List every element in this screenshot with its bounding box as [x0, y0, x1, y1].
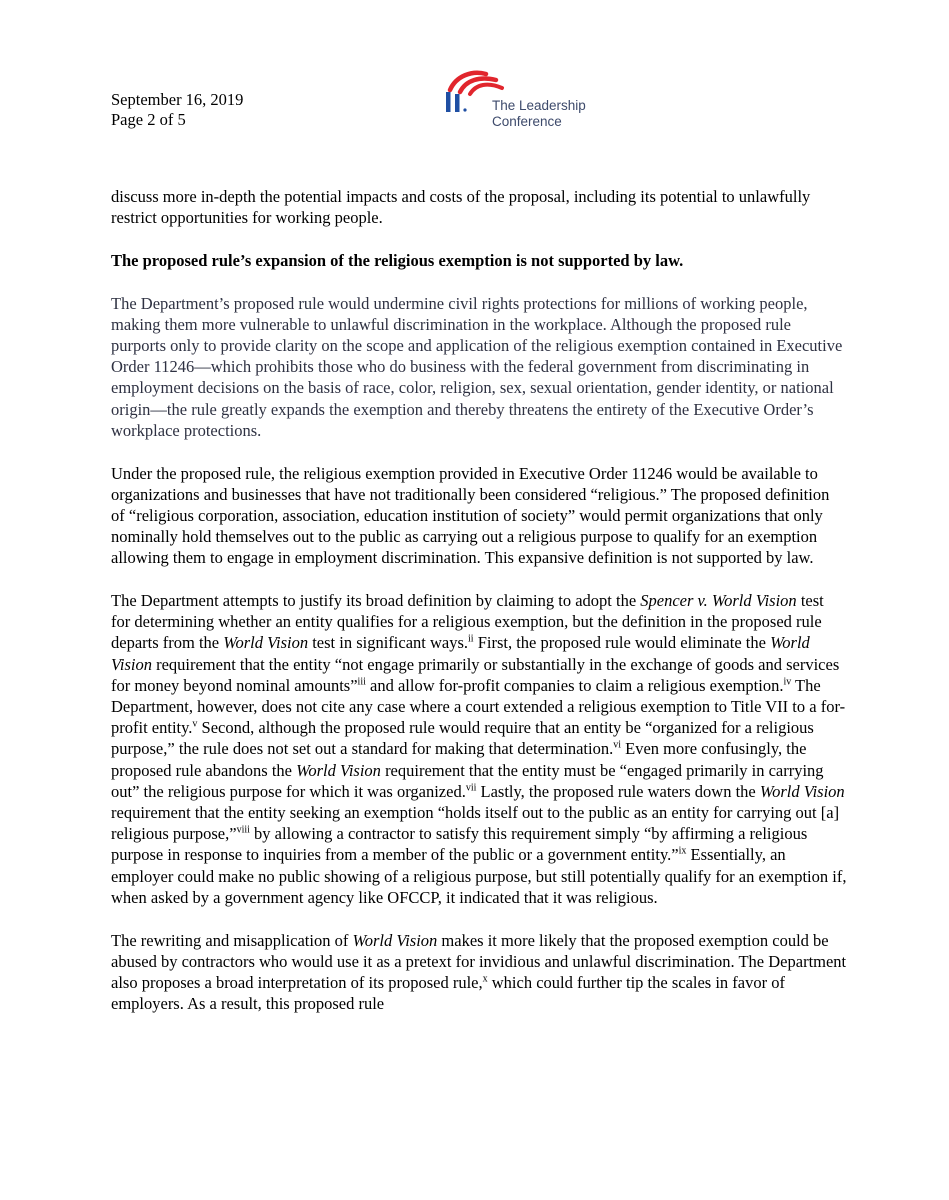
- endnote-ix[interactable]: ix: [678, 845, 687, 857]
- paragraph-3: Under the proposed rule, the religious exemption provided in Executive Order 11246 would be available to organizations and businesses that have not traditionally been considered “religious.” The proposed definition of “religious corporation, association, education institution of society” would permit organizations that only nominally hold themselves out to the public as carrying out a religious purpose to qualify for an exemption allowing them to engage in employment discrimination. This expansive definition is not supported by law.: [111, 463, 830, 568]
- endnote-iii[interactable]: iii: [357, 676, 366, 688]
- endnote-x[interactable]: x: [482, 973, 488, 985]
- logo-line-1: The Leadership: [492, 98, 586, 113]
- paragraph-5: [111, 930, 847, 1015]
- p4-text: The Department attempts to justify its broad definition by claiming to adopt the: [111, 591, 641, 611]
- case-name-world-vision: World Vision: [759, 781, 845, 801]
- p4-text: First, the proposed rule would eliminate the: [473, 633, 771, 653]
- case-name-world-vision: World Vision: [111, 633, 810, 674]
- letter-date: September 16, 2019: [111, 90, 244, 109]
- logo-text: [492, 98, 586, 130]
- paragraph-1: discuss more in-depth the potential impacts and costs of the proposal, including its potential to unlawfully restrict opportunities for working people.: [111, 187, 811, 228]
- p5-text: which could further tip the scales in favor of employers. As a result, this proposed rule: [111, 973, 785, 1014]
- p4-text: test in significant ways.: [308, 633, 469, 653]
- p4-text: requirement that the entity “not engage primarily or substantially in the exchange of goods and services for money beyond nominal amounts”: [111, 654, 840, 695]
- p5-text: The rewriting and misapplication of: [111, 930, 353, 950]
- leadership-conference-logo: [436, 68, 606, 134]
- case-name-world-vision: World Vision: [223, 633, 309, 653]
- endnote-iv[interactable]: iv: [783, 676, 792, 688]
- p4-text: requirement that the entity must be “engaged primarily in carrying out” the religious purpose for which it was organized.: [111, 760, 824, 801]
- p4-text: Second, although the proposed rule would require that an entity be “organized for a religious purpose,” the rule does not set out a standard for making that determination.: [111, 718, 814, 759]
- letter-header: [111, 90, 243, 130]
- p4-text: requirement that the entity seeking an exemption “holds itself out to the public as an entity for carrying out [a] religious purpose,”: [111, 803, 840, 844]
- logo-line-2: Conference: [492, 114, 562, 129]
- letter-body: [111, 186, 847, 1036]
- p4-text: Even more confusingly, the proposed rule abandons the: [111, 739, 807, 780]
- p4-text: Lastly, the proposed rule waters down the: [476, 781, 760, 801]
- p4-text: test for determining whether an entity qualifies for a religious exemption, but the definition in the proposed rule departs from the: [111, 591, 824, 653]
- p4-text: Essentially, an employer could make no public showing of a religious purpose, but still potentially qualify for an exemption if, when asked by a government agency like OFCCP, it indicated that it was religious.: [111, 845, 847, 907]
- case-name-world-vision: World Vision: [296, 760, 381, 780]
- endnote-viii[interactable]: viii: [236, 824, 250, 836]
- paragraph-2: The Department’s proposed rule would undermine civil rights protections for millions of working people, making them more vulnerable to unlawful discrimination in the workplace. Although the proposed rule purports only to provide clarity on the scope and application of the religious exemption contained in Executive Order 11246—which prohibits those who do business with the federal government from discriminating in employment decisions on the basis of race, color, religion, sex, sexual orientation, gender identity, or national origin—the rule greatly expands the exemption and thereby threatens the entirety of the Executive Order’s workplace protections.: [111, 293, 843, 440]
- endnote-vii[interactable]: vii: [465, 782, 477, 794]
- endnote-vi[interactable]: vi: [613, 739, 621, 751]
- case-name-world-vision: World Vision: [352, 930, 438, 950]
- p5-text: makes it more likely that the proposed exemption could be abused by contractors who would use it as a pretext for invidious and unlawful discrimination. The Department also proposes a broad interpretation of its proposed rule,: [111, 930, 847, 992]
- paragraph-4: [111, 590, 847, 908]
- p4-text: and allow for-profit companies to claim a religious exemption.: [365, 675, 784, 695]
- endnote-v[interactable]: v: [192, 718, 198, 730]
- page-number: Page 2 of 5: [111, 110, 186, 129]
- endnote-ii[interactable]: ii: [468, 633, 474, 645]
- case-name-spencer: Spencer v. World Vision: [640, 591, 797, 611]
- section-heading: The proposed rule’s expansion of the religious exemption is not supported by law.: [111, 250, 684, 270]
- p4-text: by allowing a contractor to satisfy this requirement simply “by affirming a religious purpose in response to inquiries from a member of the public or a government entity.”: [111, 824, 808, 865]
- p4-text: The Department, however, does not cite any case where a court extended a religious exemption to Title VII to a for-profit entity.: [111, 675, 846, 738]
